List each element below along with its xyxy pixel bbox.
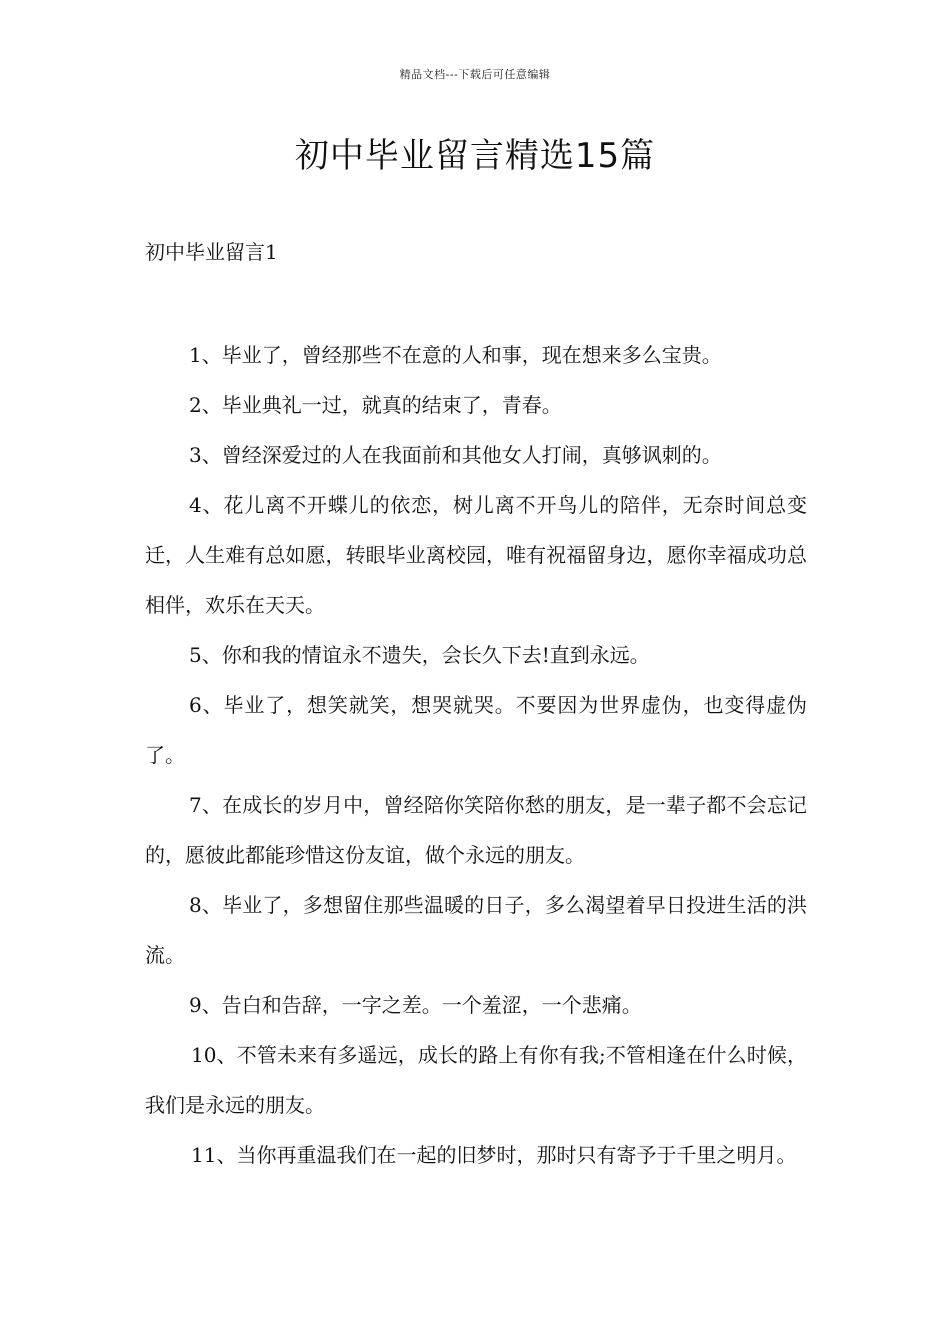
header-note: 精品文档---下载后可任意编辑: [399, 68, 551, 81]
paragraph-2: 2、毕业典礼一过，就真的结束了，青春。: [189, 393, 562, 417]
paragraph-9: 9、告白和告辞，一字之差。一个羞涩，一个悲痛。: [189, 993, 642, 1017]
paragraph-7: 7、在成长的岁月中，曾经陪你笑陪你愁的朋友，是一辈子都不会忘记的，愿彼此都能珍惜这份友谊，做个永远的朋友。: [145, 793, 807, 867]
paragraph-5: 5、你和我的情谊永不遗失，会长久下去!直到永远。: [189, 643, 650, 667]
paragraph-10: 10、不管未来有多遥远，成长的路上有你有我;不管相逢在什么时候，我们是永远的朋友。: [145, 1043, 807, 1117]
paragraph-6: 6、毕业了，想笑就笑，想哭就哭。不要因为世界虚伪，也变得虚伪了。: [145, 693, 807, 767]
document-body: [145, 330, 807, 1180]
section-heading: 初中毕业留言1: [145, 240, 278, 264]
paragraph-11: 11、当你再重温我们在一起的旧梦时，那时只有寄予于千里之明月。: [191, 1143, 797, 1167]
paragraph-4: 4、花儿离不开蝶儿的依恋，树儿离不开鸟儿的陪伴，无奈时间总变迁，人生难有总如愿，转眼毕业离校园，唯有祝福留身边，愿你幸福成功总相伴，欢乐在天天。: [145, 493, 807, 617]
paragraph-8: 8、毕业了，多想留住那些温暖的日子，多么渴望着早日投进生活的洪流。: [145, 893, 807, 967]
document-title: 初中毕业留言精选15篇: [294, 136, 656, 176]
paragraph-1: 1、毕业了，曾经那些不在意的人和事，现在想来多么宝贵。: [189, 343, 722, 367]
paragraph-3: 3、曾经深爱过的人在我面前和其他女人打闹，真够讽刺的。: [189, 443, 722, 467]
